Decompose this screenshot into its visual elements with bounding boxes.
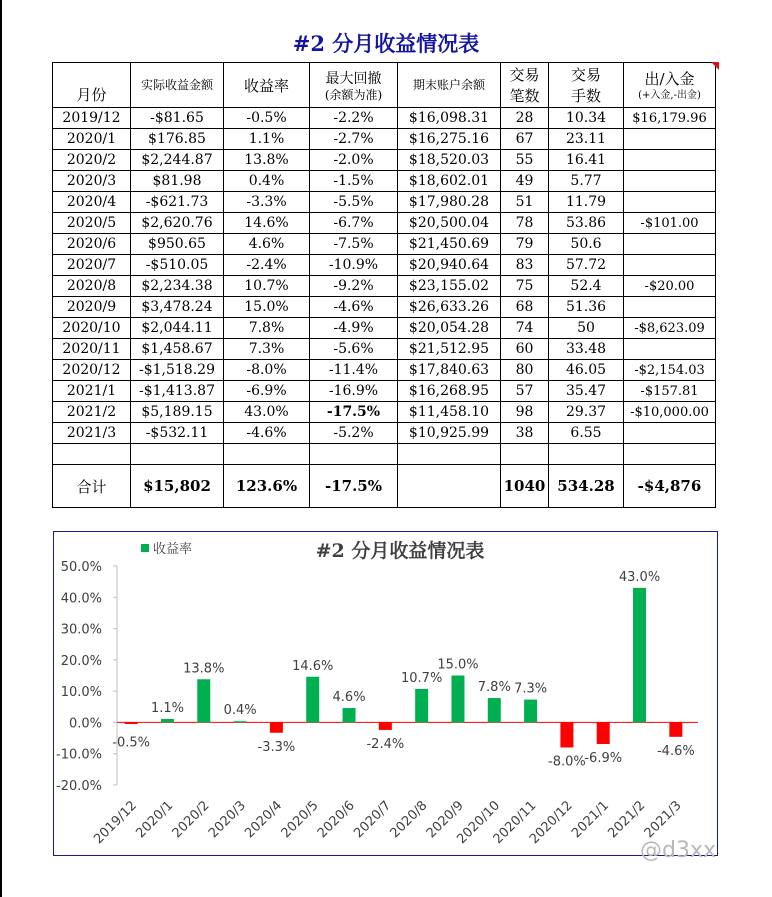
header-rate: 收益率 [224, 63, 310, 108]
month-cell: 2020/3 [53, 171, 131, 192]
month-cell: 2020/5 [53, 213, 131, 234]
bar [415, 689, 428, 722]
rate-cell: 10.7% [224, 276, 310, 297]
profit-cell: $176.85 [131, 129, 224, 150]
trades-cell: 74 [501, 318, 549, 339]
data-label: -6.9% [584, 751, 623, 767]
rate-cell: -6.9% [224, 381, 310, 402]
balance-cell: $26,633.26 [398, 297, 501, 318]
watermark: @d3xx [640, 838, 717, 863]
drawdown-cell: -17.5% [310, 402, 398, 423]
bar [125, 722, 138, 724]
lots-cell: 35.47 [549, 381, 624, 402]
y-tick-label: 20.0% [60, 653, 102, 669]
profit-cell: -$510.05 [131, 255, 224, 276]
data-label: 7.3% [514, 681, 548, 697]
month-cell: 2020/2 [53, 150, 131, 171]
trades-cell: 55 [501, 150, 549, 171]
header-profit: 实际收益金额 [131, 63, 224, 108]
rate-cell: 1.1% [224, 129, 310, 150]
month-cell: 2020/7 [53, 255, 131, 276]
lots-cell: 11.79 [549, 192, 624, 213]
data-label: -4.6% [656, 743, 695, 759]
x-tick-label: 2020/4 [242, 798, 286, 842]
profit-cell: $3,478.24 [131, 297, 224, 318]
header-flow: 出/入金 (+入金,-出金) [624, 63, 716, 108]
bar [197, 679, 210, 722]
chart-title: #2 分月收益情况表 [315, 540, 485, 562]
lots-cell: 51.36 [549, 297, 624, 318]
flow-cell: -$157.81 [624, 381, 716, 402]
bar [524, 700, 537, 723]
bar [488, 698, 501, 722]
rate-cell: 13.8% [224, 150, 310, 171]
y-tick-label: 50.0% [60, 560, 102, 575]
header-month: 月份 [53, 63, 131, 108]
trades-cell: 51 [501, 192, 549, 213]
data-label: 13.8% [183, 661, 225, 677]
total-trades: 1040 [501, 465, 549, 508]
drawdown-cell: -4.6% [310, 297, 398, 318]
drawdown-cell: -2.2% [310, 108, 398, 129]
lots-cell: 50.6 [549, 234, 624, 255]
y-tick-label: -10.0% [56, 747, 102, 763]
drawdown-cell: -11.4% [310, 360, 398, 381]
x-tick-label: 2020/5 [278, 798, 322, 842]
profit-cell: $2,620.76 [131, 213, 224, 234]
trades-cell: 57 [501, 381, 549, 402]
trades-cell: 67 [501, 129, 549, 150]
drawdown-cell: -5.2% [310, 423, 398, 444]
profit-cell: $2,234.38 [131, 276, 224, 297]
profit-cell: $950.65 [131, 234, 224, 255]
profit-cell: $2,044.11 [131, 318, 224, 339]
data-label: 15.0% [437, 657, 479, 673]
data-label: -8.0% [548, 754, 586, 770]
rate-cell: 14.6% [224, 213, 310, 234]
lots-cell: 46.05 [549, 360, 624, 381]
month-cell: 2020/1 [53, 129, 131, 150]
header-drawdown: 最大回撤 (余额为准) [310, 63, 398, 108]
month-cell: 2020/12 [53, 360, 131, 381]
page-title: #2 分月收益情况表 [292, 31, 480, 56]
month-cell: 2020/10 [53, 318, 131, 339]
bar [234, 721, 247, 722]
total-rate: 123.6% [224, 465, 310, 508]
profit-cell: $81.98 [131, 171, 224, 192]
profit-cell: -$1,413.87 [131, 381, 224, 402]
rate-cell: -2.4% [224, 255, 310, 276]
drawdown-cell: -1.5% [310, 171, 398, 192]
balance-cell: $21,450.69 [398, 234, 501, 255]
lots-cell: 57.72 [549, 255, 624, 276]
data-label: 14.6% [292, 658, 334, 674]
rate-cell: 7.3% [224, 339, 310, 360]
legend-label: 收益率 [153, 542, 193, 557]
lots-cell: 10.34 [549, 108, 624, 129]
rate-cell: 4.6% [224, 234, 310, 255]
total-drawdown: -17.5% [310, 465, 398, 508]
drawdown-cell: -16.9% [310, 381, 398, 402]
y-tick-label: 0.0% [68, 716, 102, 732]
month-cell: 2021/1 [53, 381, 131, 402]
balance-cell: $17,840.63 [398, 360, 501, 381]
header-lots: 交易 手数 [549, 63, 624, 108]
x-tick-label: 2020/2 [169, 798, 213, 842]
x-tick-label: 2021/3 [641, 798, 685, 842]
y-tick-label: 10.0% [60, 685, 102, 701]
balance-cell: $20,940.64 [398, 255, 501, 276]
trades-cell: 60 [501, 339, 549, 360]
x-tick-label: 2020/11 [490, 798, 540, 848]
y-tick-label: 30.0% [60, 622, 102, 638]
drawdown-cell: -4.9% [310, 318, 398, 339]
x-tick-label: 2019/12 [91, 798, 140, 848]
x-tick-label: 2020/12 [526, 798, 576, 848]
bar [306, 677, 319, 723]
balance-cell: $11,458.10 [398, 402, 501, 423]
balance-cell: $20,054.28 [398, 318, 501, 339]
flow-cell: -$20.00 [624, 276, 716, 297]
drawdown-cell: -9.2% [310, 276, 398, 297]
lots-cell: 50 [549, 318, 624, 339]
balance-cell: $21,512.95 [398, 339, 501, 360]
data-label: 43.0% [618, 569, 661, 585]
balance-cell: $18,602.01 [398, 171, 501, 192]
drawdown-cell: -5.5% [310, 192, 398, 213]
profit-cell: -$81.65 [131, 108, 224, 129]
flow-cell: $16,179.96 [624, 108, 716, 129]
flow-cell: -$10,000.00 [624, 402, 716, 423]
total-flow: -$4,876 [624, 465, 716, 508]
y-tick-label: -20.0% [56, 779, 102, 794]
bar [343, 708, 356, 722]
profit-cell: -$1,518.29 [131, 360, 224, 381]
balance-cell: $10,925.99 [398, 423, 501, 444]
x-tick-label: 2021/1 [569, 798, 613, 842]
rate-cell: -0.5% [224, 108, 310, 129]
lots-cell: 6.55 [549, 423, 624, 444]
profit-cell: $1,458.67 [131, 339, 224, 360]
trades-cell: 75 [501, 276, 549, 297]
balance-cell: $23,155.02 [398, 276, 501, 297]
data-label: -3.3% [257, 739, 296, 755]
data-label: -0.5% [112, 735, 151, 751]
flow-cell: -$8,623.09 [624, 318, 716, 339]
x-tick-label: 2020/6 [314, 798, 358, 842]
drawdown-cell: -2.7% [310, 129, 398, 150]
total-label: 合计 [53, 465, 131, 508]
month-cell: 2021/2 [53, 402, 131, 423]
x-tick-label: 2020/9 [423, 798, 467, 842]
month-cell: 2021/3 [53, 423, 131, 444]
profit-cell: $5,189.15 [131, 402, 224, 423]
month-cell: 2019/12 [53, 108, 131, 129]
data-label: 7.8% [477, 680, 511, 696]
data-label: -2.4% [366, 736, 405, 752]
header-balance: 期末账户余额 [398, 63, 501, 108]
profit-cell: $2,244.87 [131, 150, 224, 171]
rate-cell: 15.0% [224, 297, 310, 318]
total-profit: $15,802 [131, 465, 224, 508]
flow-cell: -$2,154.03 [624, 360, 716, 381]
trades-cell: 49 [501, 171, 549, 192]
trades-cell: 83 [501, 255, 549, 276]
bar [451, 676, 464, 723]
rate-cell: 43.0% [224, 402, 310, 423]
data-label: 1.1% [150, 700, 184, 716]
lots-cell: 29.37 [549, 402, 624, 423]
bar [560, 722, 573, 747]
data-label: 0.4% [223, 703, 257, 719]
bar [597, 722, 610, 744]
month-cell: 2020/4 [53, 192, 131, 213]
profit-cell: -$621.73 [131, 192, 224, 213]
x-tick-label: 2020/7 [351, 798, 395, 842]
balance-cell: $16,268.95 [398, 381, 501, 402]
data-label: 4.6% [332, 690, 366, 706]
lots-cell: 52.4 [549, 276, 624, 297]
balance-cell: $18,520.03 [398, 150, 501, 171]
drawdown-cell: -5.6% [310, 339, 398, 360]
trades-cell: 68 [501, 297, 549, 318]
trades-cell: 38 [501, 423, 549, 444]
lots-cell: 16.41 [549, 150, 624, 171]
drawdown-cell: -7.5% [310, 234, 398, 255]
month-cell: 2020/8 [53, 276, 131, 297]
y-tick-label: 40.0% [60, 591, 102, 607]
drawdown-cell: -6.7% [310, 213, 398, 234]
balance-cell: $16,098.31 [398, 108, 501, 129]
x-tick-label: 2020/1 [133, 798, 177, 842]
lots-cell: 53.86 [549, 213, 624, 234]
bar [669, 722, 682, 736]
x-tick-label: 2020/8 [387, 798, 431, 842]
bar [161, 719, 174, 722]
x-tick-label: 2020/10 [454, 798, 504, 848]
rate-cell: 7.8% [224, 318, 310, 339]
profit-cell: -$532.11 [131, 423, 224, 444]
rate-cell: -3.3% [224, 192, 310, 213]
x-tick-label: 2021/2 [605, 798, 649, 842]
drawdown-cell: -2.0% [310, 150, 398, 171]
lots-cell: 23.11 [549, 129, 624, 150]
bar [633, 588, 646, 723]
trades-cell: 98 [501, 402, 549, 423]
bar [270, 722, 283, 732]
balance-cell: $17,980.28 [398, 192, 501, 213]
rate-cell: -4.6% [224, 423, 310, 444]
month-cell: 2020/11 [53, 339, 131, 360]
balance-cell: $20,500.04 [398, 213, 501, 234]
drawdown-cell: -10.9% [310, 255, 398, 276]
header-trades: 交易 笔数 [501, 63, 549, 108]
trades-cell: 80 [501, 360, 549, 381]
trades-cell: 78 [501, 213, 549, 234]
lots-cell: 33.48 [549, 339, 624, 360]
rate-cell: 0.4% [224, 171, 310, 192]
data-label: 10.7% [401, 670, 443, 686]
month-cell: 2020/6 [53, 234, 131, 255]
lots-cell: 5.77 [549, 171, 624, 192]
trades-cell: 79 [501, 234, 549, 255]
month-cell: 2020/9 [53, 297, 131, 318]
bar [379, 722, 392, 730]
rate-cell: -8.0% [224, 360, 310, 381]
balance-cell: $16,275.16 [398, 129, 501, 150]
total-lots: 534.28 [549, 465, 624, 508]
legend-swatch [141, 544, 149, 552]
x-tick-label: 2020/3 [205, 798, 249, 842]
trades-cell: 28 [501, 108, 549, 129]
flow-cell: -$101.00 [624, 213, 716, 234]
